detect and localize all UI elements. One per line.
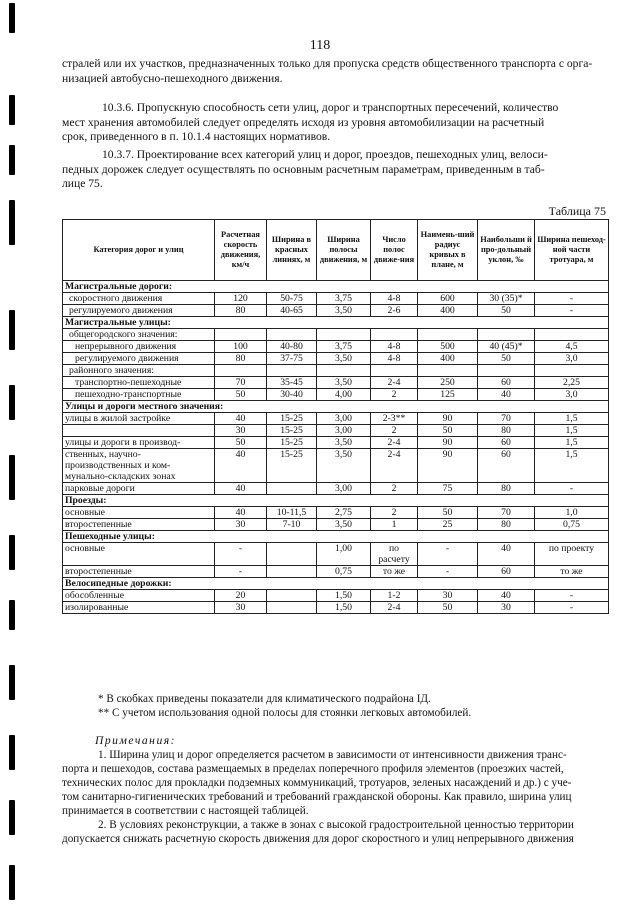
intro-paragraph <box>62 57 608 86</box>
table-cell: 80 <box>478 425 535 437</box>
table-caption: Таблица 75 <box>548 204 606 218</box>
table-cell: 15-25 <box>267 413 317 425</box>
table-cell <box>267 365 317 377</box>
table-cell: 80 <box>478 519 535 531</box>
table-cell <box>478 329 535 341</box>
section-label: Магистральные улицы: <box>63 317 609 329</box>
section-label: Проезды: <box>63 495 609 507</box>
table-cell: 2 <box>371 507 418 519</box>
table-cell: 50-75 <box>267 293 317 305</box>
table-cell: 3,00 <box>317 483 371 495</box>
text-line: низацией автобусно-пешеходного движения. <box>62 71 283 85</box>
row-category: улицы в жилой застройке <box>63 413 215 425</box>
table-cell: 70 <box>215 377 267 389</box>
table-cell: 4,5 <box>535 341 609 353</box>
table-cell: - <box>215 566 267 578</box>
table-cell: 40-80 <box>267 341 317 353</box>
text-line: стралей или их участков, предназначенных только для пропуска средств общественного транспорта с орга- <box>62 57 593 70</box>
table-cell: 80 <box>215 353 267 365</box>
table-cell: 50 <box>478 305 535 317</box>
table-cell: 0,75 <box>317 566 371 578</box>
table-cell: 125 <box>418 389 478 401</box>
table-cell: 1,0 <box>535 507 609 519</box>
table-cell: 40 <box>478 543 535 566</box>
table-cell: 120 <box>215 293 267 305</box>
table-cell <box>215 365 267 377</box>
table-cell: 40 <box>215 507 267 519</box>
table-cell: 4-8 <box>371 353 418 365</box>
text-line: лице 75. <box>62 177 103 190</box>
table-cell <box>215 329 267 341</box>
table-cell: 40 <box>478 590 535 602</box>
table-cell: 10-11,5 <box>267 507 317 519</box>
table-cell <box>267 483 317 495</box>
note-1 <box>62 748 608 818</box>
footnote-1: * В скобках приведены показатели для климатического подрайона IД. <box>98 693 431 705</box>
table-cell: то же <box>535 566 609 578</box>
row-category: регулируемого движения <box>63 305 215 317</box>
table-cell: 400 <box>418 305 478 317</box>
table-row <box>63 329 609 341</box>
section-label: Улицы и дороги местного значения: <box>63 401 609 413</box>
table-cell: 1,5 <box>535 413 609 425</box>
table-cell: - <box>535 293 609 305</box>
text-line: принимается в соответствии с настоящей таблицей. <box>62 805 309 817</box>
table-cell: 60 <box>478 449 535 483</box>
row-category: районного значения: <box>63 365 215 377</box>
table-row <box>63 449 609 483</box>
column-header: Ширина в красных линиях, м <box>267 220 317 281</box>
table-cell: 70 <box>478 413 535 425</box>
row-category: парковые дороги <box>63 483 215 495</box>
row-category: пешеходно-транспортные <box>63 389 215 401</box>
row-category: обособленные <box>63 590 215 602</box>
table-cell: 2,25 <box>535 377 609 389</box>
table-cell: - <box>535 590 609 602</box>
text-line: мест хранения автомобилей следует определять исходя из уровня автомобилизации на расчетный <box>62 115 545 129</box>
table-cell: 1-2 <box>371 590 418 602</box>
table-cell: 40-65 <box>267 305 317 317</box>
table-row <box>63 389 609 401</box>
table-cell: - <box>535 305 609 317</box>
column-header: Число полос движе-ния <box>371 220 418 281</box>
table-cell <box>267 543 317 566</box>
table-section-row <box>63 495 609 507</box>
table-cell <box>418 365 478 377</box>
table-cell: 15-25 <box>267 437 317 449</box>
table-cell: 2,75 <box>317 507 371 519</box>
table-row <box>63 437 609 449</box>
row-category: основные <box>63 507 215 519</box>
table-cell: 20 <box>215 590 267 602</box>
table-cell: 3,50 <box>317 377 371 389</box>
table-cell: 1,5 <box>535 425 609 437</box>
table-row <box>63 507 609 519</box>
table-cell <box>267 566 317 578</box>
text-line: допускается снижать расчетную скорость движения для дорог скоростного и улиц непрерывного движения <box>62 833 574 845</box>
table-cell: 500 <box>418 341 478 353</box>
row-category: второстепенные <box>63 519 215 531</box>
table-cell: 40 <box>478 389 535 401</box>
table-cell: 7-10 <box>267 519 317 531</box>
table-row <box>63 566 609 578</box>
table-row <box>63 590 609 602</box>
table-cell: 3,0 <box>535 389 609 401</box>
table-cell: 30 <box>418 590 478 602</box>
table-cell: 40 <box>215 483 267 495</box>
table-cell: 60 <box>478 566 535 578</box>
text-line: порта и пешеходов, состава размещаемых в пределах поперечного профиля элементов (проезжих частей, <box>62 763 564 775</box>
table-row <box>63 483 609 495</box>
table-cell <box>267 602 317 614</box>
table-cell: 75 <box>418 483 478 495</box>
row-category: ственных, научно-производственных и ком-мунально-складских зонах <box>63 449 215 483</box>
table-cell: 2 <box>371 483 418 495</box>
table-cell: 37-75 <box>267 353 317 365</box>
table-section-row <box>63 401 609 413</box>
column-header: Расчетная скорость движения, км/ч <box>215 220 267 281</box>
table-cell: 100 <box>215 341 267 353</box>
table-row <box>63 305 609 317</box>
text-line: том санитарно-гигиенических требований и требований гражданской обороны. Как правило, ширина улиц <box>62 791 572 803</box>
text-line: 10.3.7. Проектирование всех категорий улиц и дорог, проездов, пешеходных улиц, велоси- <box>102 148 548 161</box>
table-cell <box>535 365 609 377</box>
text-line: 10.3.6. Пропускную способность сети улиц, дорог и транспортных пересечений, количество <box>102 101 559 114</box>
table-cell: 2-4 <box>371 449 418 483</box>
table-row <box>63 602 609 614</box>
paragraph-10-3-7 <box>62 148 608 192</box>
table-cell: 50 <box>418 507 478 519</box>
table-cell: 60 <box>478 377 535 389</box>
row-category: изолированные <box>63 602 215 614</box>
column-header: Категория дорог и улиц <box>63 220 215 281</box>
table-cell: 35-45 <box>267 377 317 389</box>
table-cell <box>267 329 317 341</box>
table-cell: 40 (45)* <box>478 341 535 353</box>
table-cell: по проекту <box>535 543 609 566</box>
row-category: улицы и дороги в производ- <box>63 437 215 449</box>
table-cell: 50 <box>418 425 478 437</box>
table-cell: 40 <box>215 413 267 425</box>
road-parameters-table <box>62 219 609 614</box>
column-header: Наимень-ший радиус кривых в плане, м <box>418 220 478 281</box>
page-number: 118 <box>309 38 331 53</box>
table-cell: 1 <box>371 519 418 531</box>
table-cell: 30 <box>215 519 267 531</box>
table-cell: 40 <box>215 449 267 483</box>
column-header: Ширина пешеход-ной части тротуара, м <box>535 220 609 281</box>
table-row <box>63 365 609 377</box>
table-cell: 4-8 <box>371 341 418 353</box>
table-section-row <box>63 531 609 543</box>
table-cell: - <box>535 602 609 614</box>
table-cell: 2-3** <box>371 413 418 425</box>
table-cell: 1,50 <box>317 602 371 614</box>
table-row <box>63 293 609 305</box>
table-cell: - <box>418 566 478 578</box>
table-cell: 3,00 <box>317 413 371 425</box>
table-section-row <box>63 578 609 590</box>
table-cell: 15-25 <box>267 449 317 483</box>
table-cell: 25 <box>418 519 478 531</box>
table-header-row <box>63 220 609 281</box>
table-cell: - <box>418 543 478 566</box>
table-cell: 3,50 <box>317 519 371 531</box>
table-cell: 3,50 <box>317 353 371 365</box>
table-cell: 3,75 <box>317 293 371 305</box>
table-cell: 400 <box>418 353 478 365</box>
table-cell: по расчету <box>371 543 418 566</box>
table-cell: 4-8 <box>371 293 418 305</box>
table-cell: 50 <box>215 437 267 449</box>
row-category: регулируемого движения <box>63 353 215 365</box>
table-cell: 90 <box>418 437 478 449</box>
section-label: Пешеходные улицы: <box>63 531 609 543</box>
column-header: Ширина полосы движения, м <box>317 220 371 281</box>
table-cell: 3,75 <box>317 341 371 353</box>
table-cell: 2 <box>371 425 418 437</box>
binder-edge <box>9 0 17 905</box>
table-cell: 3,50 <box>317 305 371 317</box>
table-row <box>63 353 609 365</box>
table-cell <box>478 365 535 377</box>
note-2 <box>62 818 608 846</box>
table-cell: 2-6 <box>371 305 418 317</box>
section-label: Велосипедные дорожки: <box>63 578 609 590</box>
table-cell: 3,0 <box>535 353 609 365</box>
table-cell <box>371 365 418 377</box>
row-category: основные <box>63 543 215 566</box>
table-cell: 60 <box>478 437 535 449</box>
text-line: 2. В условиях реконструкции, а также в зонах с высокой градостроительной ценностью территории <box>98 819 574 831</box>
row-category: транспортно-пешеходные <box>63 377 215 389</box>
table-cell <box>267 590 317 602</box>
table-cell: - <box>215 543 267 566</box>
column-header: Наибольши й про-дольный уклон, ‰ <box>478 220 535 281</box>
table-cell: 2-4 <box>371 602 418 614</box>
table-cell: 2 <box>371 389 418 401</box>
table-row <box>63 543 609 566</box>
table-cell: - <box>535 483 609 495</box>
table-cell: 3,00 <box>317 425 371 437</box>
table-cell: 80 <box>478 483 535 495</box>
table-cell: 50 <box>215 389 267 401</box>
table-cell: 30 <box>215 425 267 437</box>
table-cell: 600 <box>418 293 478 305</box>
table-cell: 250 <box>418 377 478 389</box>
table-cell: 2-4 <box>371 437 418 449</box>
paragraph-10-3-6 <box>62 101 608 145</box>
text-line: технических полос для прокладки подземных коммуникаций, тротуаров, зеленых насаждений и др.) с уче- <box>62 777 572 789</box>
section-label: Магистральные дороги: <box>63 281 609 293</box>
table-row <box>63 519 609 531</box>
table-cell: 80 <box>215 305 267 317</box>
table-section-row <box>63 317 609 329</box>
table-row <box>63 413 609 425</box>
table-cell: 1,50 <box>317 590 371 602</box>
notes-title: Примечания: <box>95 734 176 747</box>
table-cell: 2-4 <box>371 377 418 389</box>
text-line: педных дорожек следует осуществлять по основным расчетным параметрам, приведенным в таб- <box>62 162 545 176</box>
table-cell: 70 <box>478 507 535 519</box>
table-section-row <box>63 281 609 293</box>
table-cell: 3,50 <box>317 437 371 449</box>
table-cell: 50 <box>478 353 535 365</box>
table-cell: 90 <box>418 413 478 425</box>
table-cell <box>418 329 478 341</box>
table-cell: 30 <box>478 602 535 614</box>
footnote-2: ** С учетом использования одной полосы для стоянки легковых автомобилей. <box>98 707 472 719</box>
row-category: непрерывного движения <box>63 341 215 353</box>
table-cell: 1,5 <box>535 437 609 449</box>
row-category: второстепенные <box>63 566 215 578</box>
table-cell <box>371 329 418 341</box>
text-line: срок, приведенного в п. 10.1.4 настоящих нормативов. <box>62 130 331 143</box>
table-cell: то же <box>371 566 418 578</box>
row-category: скоростного движения <box>63 293 215 305</box>
table-cell: 15-25 <box>267 425 317 437</box>
table-cell: 30-40 <box>267 389 317 401</box>
table-cell: 0,75 <box>535 519 609 531</box>
table-cell <box>317 329 371 341</box>
row-category <box>63 425 215 437</box>
text-line: 1. Ширина улиц и дорог определяется расчетом в зависимости от интенсивности движения транс- <box>98 749 567 761</box>
table-cell: 3,50 <box>317 449 371 483</box>
table-cell: 90 <box>418 449 478 483</box>
table-row <box>63 341 609 353</box>
table-row <box>63 425 609 437</box>
table-cell: 30 (35)* <box>478 293 535 305</box>
table-cell <box>535 329 609 341</box>
table-cell: 50 <box>418 602 478 614</box>
table-cell: 1,5 <box>535 449 609 483</box>
table-cell <box>317 365 371 377</box>
table-row <box>63 377 609 389</box>
table-cell: 30 <box>215 602 267 614</box>
row-category: общегородского значения: <box>63 329 215 341</box>
table-cell: 1,00 <box>317 543 371 566</box>
table-cell: 4,00 <box>317 389 371 401</box>
